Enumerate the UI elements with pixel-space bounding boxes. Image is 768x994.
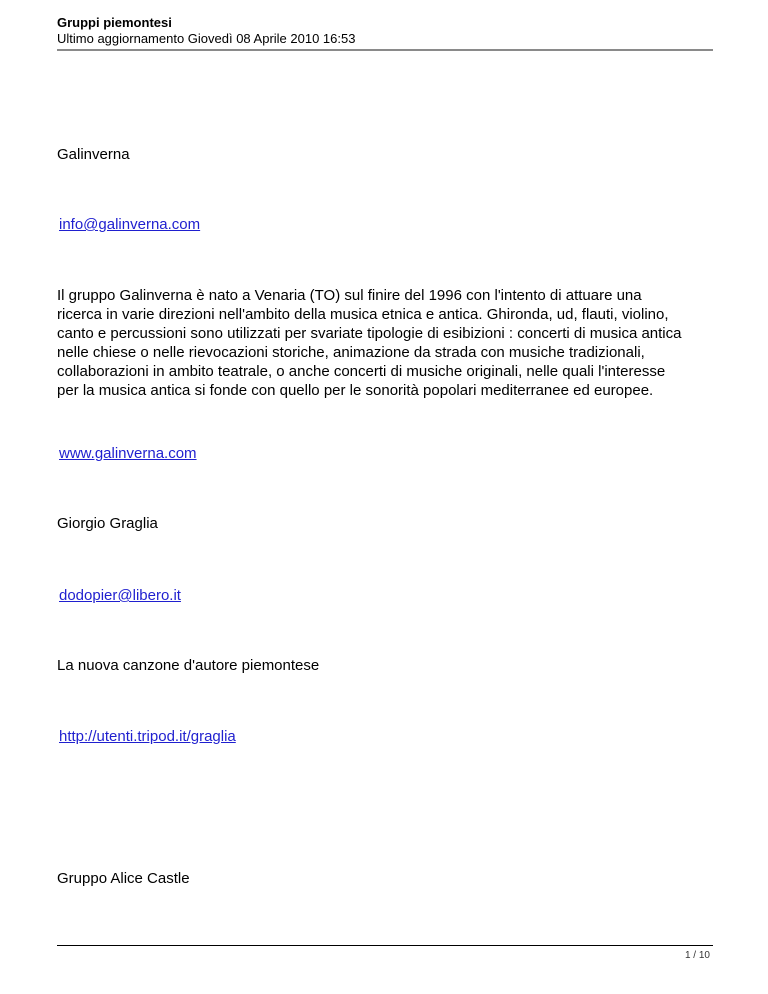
graglia-description: La nuova canzone d'autore piemontese xyxy=(57,657,320,674)
description-line: canto e percussioni sono utilizzati per svariate tipologie di esibizioni : concerti di musica antica xyxy=(57,325,682,342)
group-name-alice-castle: Gruppo Alice Castle xyxy=(57,870,190,887)
page-number: 1 / 10 xyxy=(684,950,710,961)
galinverna-email-link[interactable]: info@galinverna.com xyxy=(59,216,201,233)
description-line: nelle chiese o nelle rievocazioni storiche, animazione da strada con musiche tradizionali, xyxy=(57,344,645,361)
description-line: ricerca in varie direzioni nell'ambito della musica etnica e antica. Ghironda, ud, flauti, violino, xyxy=(57,306,669,323)
graglia-website-link[interactable]: http://utenti.tripod.it/graglia xyxy=(59,728,236,745)
last-updated: Ultimo aggiornamento Giovedì 08 Aprile 2010 16:53 xyxy=(57,31,356,46)
page-title: Gruppi piemontesi xyxy=(57,15,172,30)
description-line: per la musica antica si fonde con quello per le sonorità popolari mediterranee ed europee. xyxy=(57,382,654,399)
description-line: collaborazioni in ambito teatrale, o anche concerti di musiche originali, nelle quali l'interesse xyxy=(57,363,666,380)
galinverna-website-link[interactable]: www.galinverna.com xyxy=(59,445,197,462)
group-name-galinverna: Galinverna xyxy=(57,146,130,163)
description-line: Il gruppo Galinverna è nato a Venaria (TO) sul finire del 1996 con l'intento di attuare una xyxy=(57,287,642,304)
artist-name-graglia: Giorgio Graglia xyxy=(57,515,158,532)
graglia-email-link[interactable]: dodopier@libero.it xyxy=(59,587,181,604)
galinverna-description xyxy=(57,286,717,400)
footer-divider xyxy=(57,945,713,946)
header-divider xyxy=(57,49,713,51)
